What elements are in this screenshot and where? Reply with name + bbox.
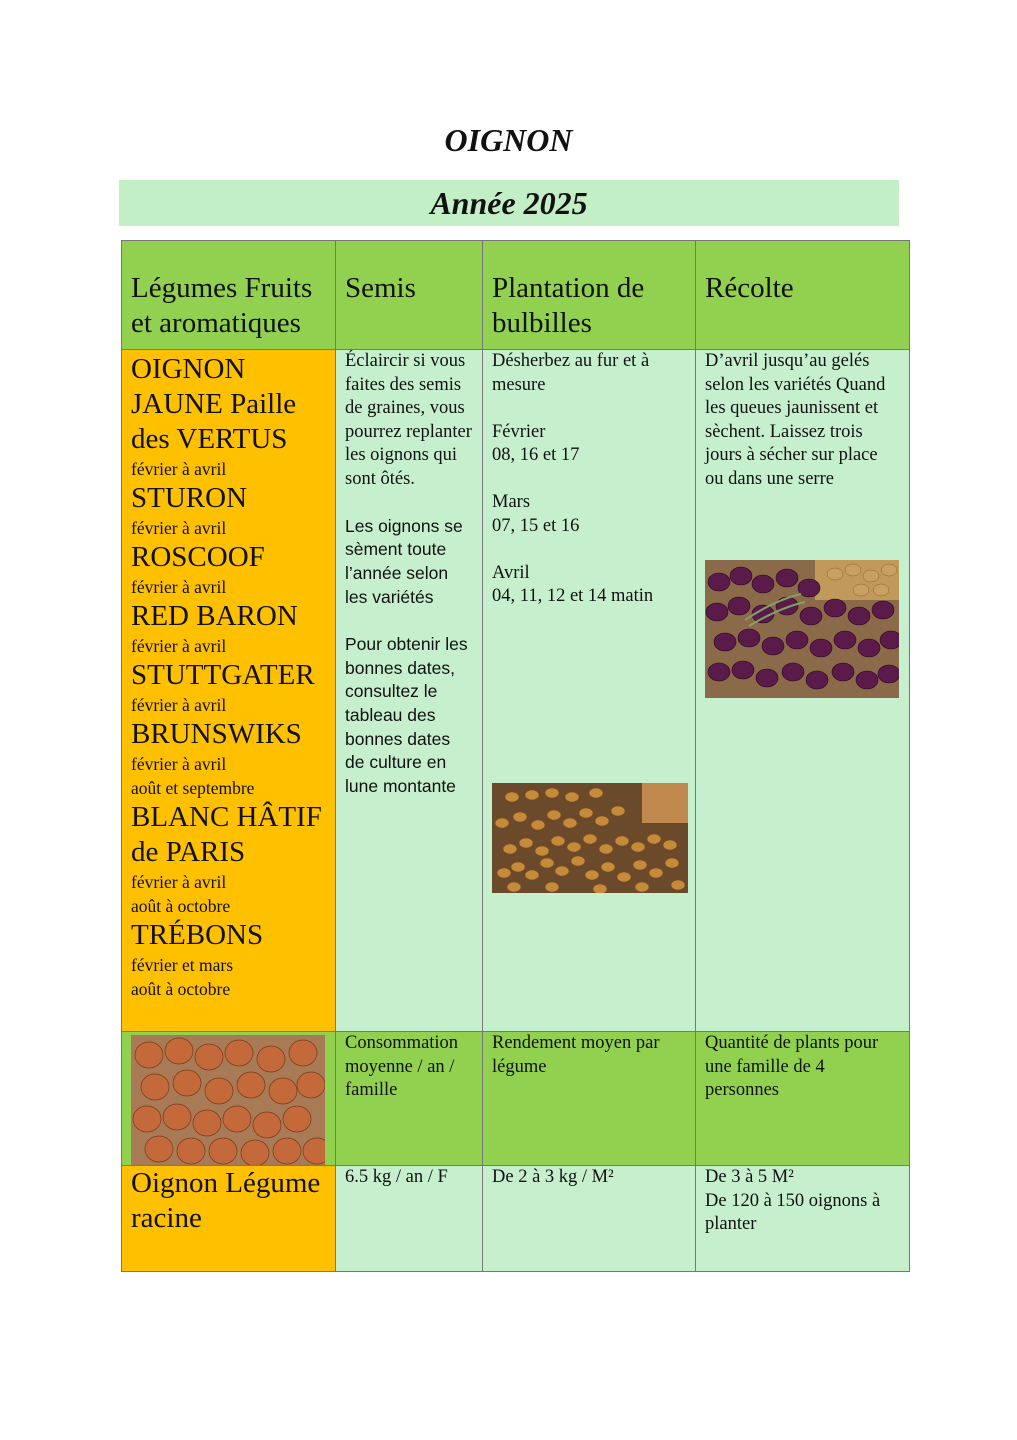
yield-header: Rendement moyen par légume [483, 1032, 696, 1166]
semis-thinning-note: Éclaircir si vous faites des semis de graines, vous pourrez replanter les oignons qui sont ôtés. [345, 351, 472, 489]
consumption-value: 6.5 kg / an / F [336, 1166, 483, 1272]
plantation-cell [483, 350, 696, 1032]
quantity-area: De 3 à 5 M² [705, 1167, 794, 1187]
shallots-photo-cell [122, 1032, 336, 1166]
varieties-cell [122, 350, 336, 1032]
variety-name: OIGNON JAUNE Paille des VERTUS [131, 353, 297, 455]
variety-name: TRÉBONS [131, 919, 264, 951]
variety-period: février à avril [131, 459, 227, 479]
variety-name: STURON [131, 482, 248, 514]
variety-name: STUTTGATER [131, 659, 315, 691]
variety-period: février à avril [131, 872, 227, 892]
planting-table [121, 240, 910, 1272]
variety-period: février à avril [131, 695, 227, 715]
recolte-text: D’avril jusqu’au gelés selon les variétés Quand les queues jaunissent et sèchent. Laissez trois jours à sécher sur place ou dans une serre [705, 351, 886, 489]
variety-name: BRUNSWIKS [131, 718, 302, 750]
semis-year-round-note: Les oignons se sèment toute l’année selon les variétés [345, 515, 463, 607]
header-semis: Semis [336, 241, 483, 350]
variety-name: RED BARON [131, 600, 298, 632]
root-vegetable-name: Oignon Légume racine [131, 1167, 321, 1234]
header-recolte: Récolte [696, 241, 910, 350]
onions-photo [131, 1035, 325, 1165]
plantation-intro: Désherbez au fur et à mesure [492, 351, 650, 395]
quantity-count: De 120 à 150 oignons à planter [705, 1190, 881, 1234]
month-label: Avril [492, 562, 530, 583]
variety-period: août à octobre [131, 979, 231, 999]
month-dates: 08, 16 et 17 [492, 445, 580, 465]
page-title: OIGNON [444, 122, 573, 158]
quantity-value-cell [696, 1166, 910, 1272]
variety-period: février à avril [131, 577, 227, 597]
variety-period: août à octobre [131, 896, 231, 916]
variety-period: février à avril [131, 518, 227, 538]
variety-period: février à avril [131, 636, 227, 656]
variety-period: février à avril [131, 754, 227, 774]
variety-period: février et mars [131, 955, 234, 975]
red-onions-photo [705, 560, 899, 698]
month-dates: 07, 15 et 16 [492, 515, 580, 536]
month-label: Février [492, 421, 546, 442]
semis-cell [336, 350, 483, 1032]
root-vegetable-cell [122, 1166, 336, 1272]
quantity-header: Quantité de plants pour une famille de 4 personnes [696, 1032, 910, 1166]
header-vegetables: Légumes Fruits et aromatiques [122, 241, 336, 350]
recolte-cell [696, 350, 910, 1032]
month-label: Mars [492, 492, 531, 512]
month-dates: 04, 11, 12 et 14 matin [492, 586, 654, 606]
variety-period: août et septembre [131, 778, 255, 798]
yield-value: De 2 à 3 kg / M² [483, 1166, 696, 1272]
consumption-header: Consommation moyenne / an / famille [336, 1032, 483, 1166]
year-banner: Année 2025 [119, 180, 899, 226]
variety-name: BLANC HÂTIF de PARIS [131, 801, 322, 868]
header-plantation: Plantation de bulbilles [483, 241, 696, 350]
onion-sets-photo [492, 783, 688, 893]
semis-dates-note: Pour obtenir les bonnes dates, consultez le tableau des bonnes dates de culture en lune montante [345, 633, 468, 797]
variety-name: ROSCOOF [131, 541, 265, 573]
